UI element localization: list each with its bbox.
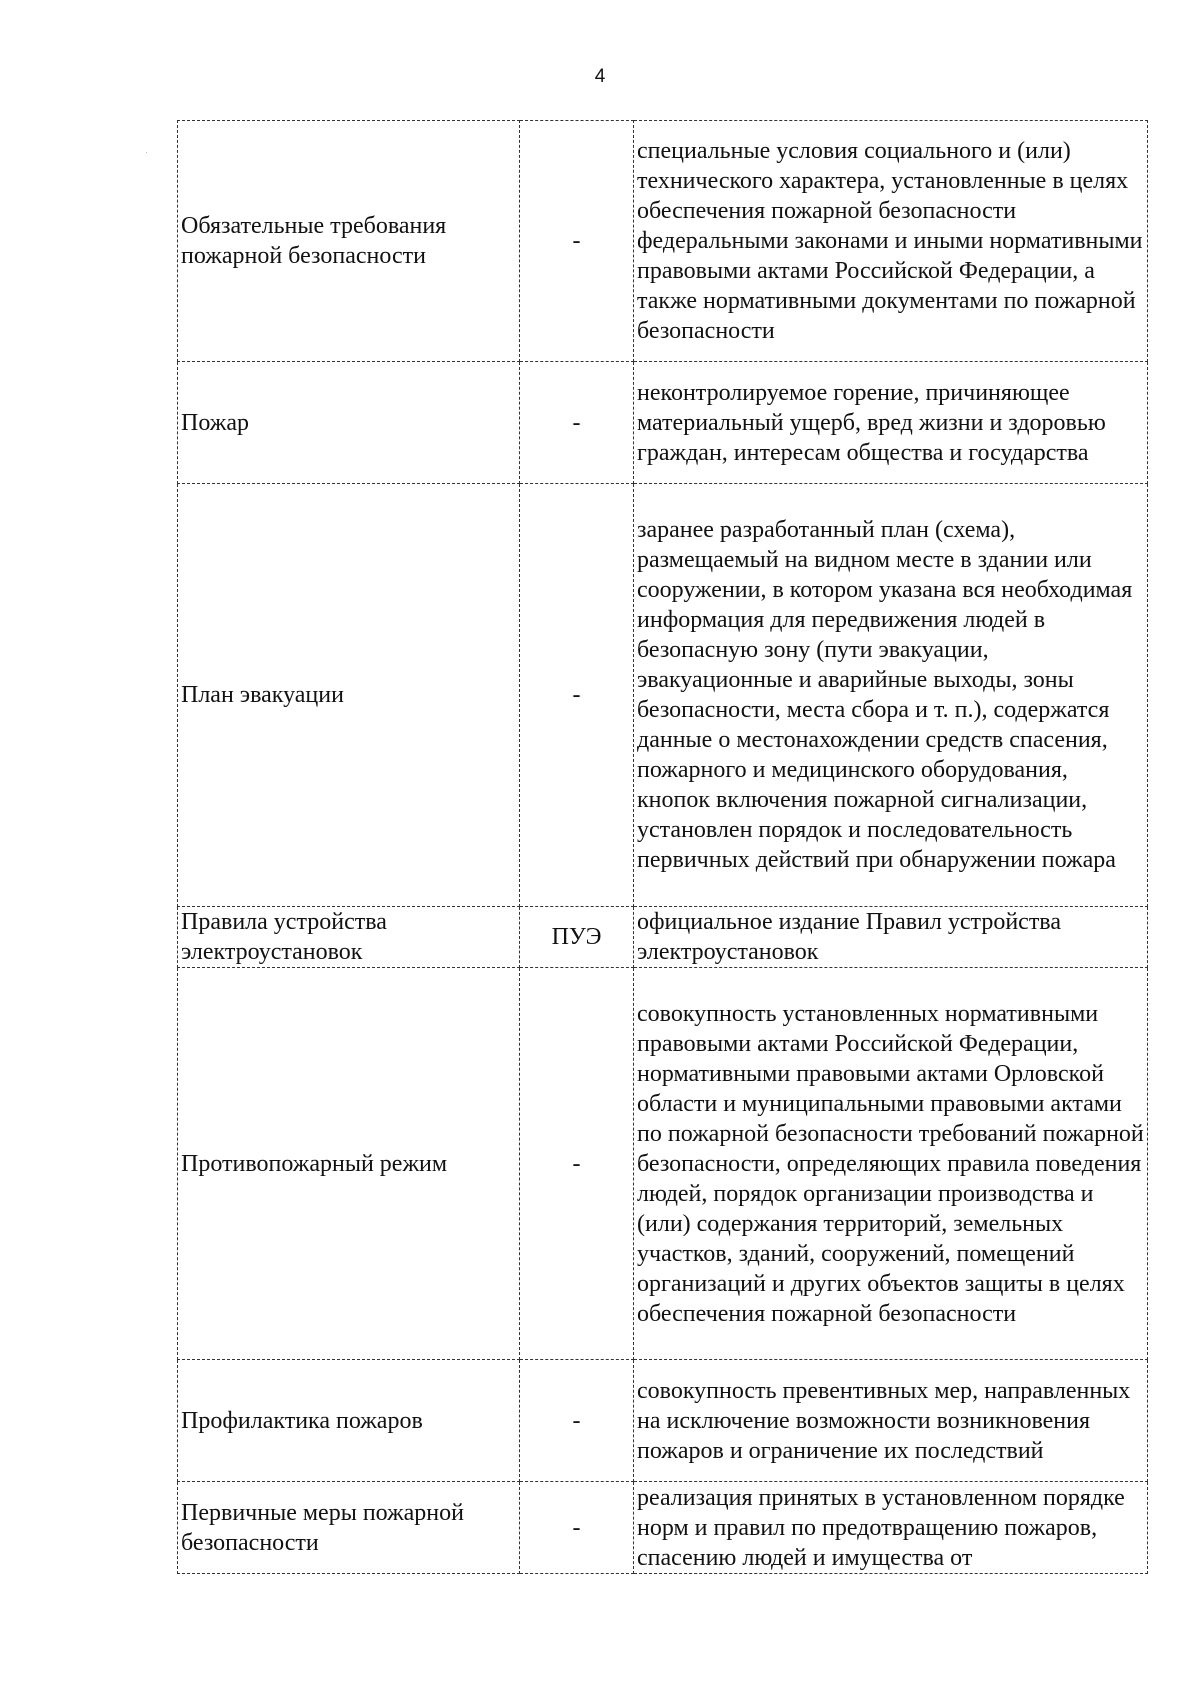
definition-cell: заранее разработанный план (схема), размещаемый на видном месте в здании или сооружении, в котором указана вся необходимая информация для передвижения людей в безопасную зону (пути эвакуации, эвакуационные и аварийные выходы, зоны безопасности, места сбора и т. п.), содержатся данные о местонахождении средств спасения, пожарного и медицинского оборудования, кнопок включения пожарной сигнализации, установлен порядок и последовательность первичных действий при обнаружении пожара: [634, 484, 1148, 907]
abbreviation-cell: -: [520, 1360, 634, 1482]
definition-cell: официальное издание Правил устройства электроустановок: [634, 907, 1148, 968]
term-cell: Обязательные требования пожарной безопасности: [178, 121, 520, 362]
term-cell: Правила устройства электроустановок: [178, 907, 520, 968]
table-row: [178, 1482, 1148, 1574]
definition-cell: неконтролируемое горение, причиняющее материальный ущерб, вред жизни и здоровью граждан, интересам общества и государства: [634, 362, 1148, 484]
table-row: [178, 1360, 1148, 1482]
term-cell: Профилактика пожаров: [178, 1360, 520, 1482]
term-cell: Первичные меры пожарной безопасности: [178, 1482, 520, 1574]
definition-cell: совокупность превентивных мер, направленных на исключение возможности возникновения пожаров и ограничение их последствий: [634, 1360, 1148, 1482]
table-row: [178, 907, 1148, 968]
definition-cell: специальные условия социального и (или) технического характера, установленные в целях обеспечения пожарной безопасности федеральными законами и иными нормативными правовыми актами Российской Федерации, а также нормативными документами по пожарной безопасности: [634, 121, 1148, 362]
scan-margin-mark: [146, 152, 147, 153]
page-number: 4: [594, 66, 606, 87]
terms-table: [177, 120, 1148, 1574]
table-row: [178, 484, 1148, 907]
abbreviation-cell: -: [520, 121, 634, 362]
table-row: [178, 121, 1148, 362]
abbreviation-cell: -: [520, 1482, 634, 1574]
term-cell: Противопожарный режим: [178, 968, 520, 1360]
term-cell: Пожар: [178, 362, 520, 484]
table-row: [178, 968, 1148, 1360]
term-cell: План эвакуации: [178, 484, 520, 907]
definition-cell: реализация принятых в установленном порядке норм и правил по предотвращению пожаров, спасению людей и имущества от: [634, 1482, 1148, 1574]
abbreviation-cell: ПУЭ: [520, 907, 634, 968]
abbreviation-cell: -: [520, 484, 634, 907]
table-row: [178, 362, 1148, 484]
abbreviation-cell: -: [520, 362, 634, 484]
definition-cell: совокупность установленных нормативными правовыми актами Российской Федерации, нормативными правовыми актами Орловской области и муниципальными правовыми актами по пожарной безопасности требований пожарной безопасности, определяющих правила поведения людей, порядок организации производства и (или) содержания территорий, земельных участков, зданий, сооружений, помещений организаций и других объектов защиты в целях обеспечения пожарной безопасности: [634, 968, 1148, 1360]
abbreviation-cell: -: [520, 968, 634, 1360]
